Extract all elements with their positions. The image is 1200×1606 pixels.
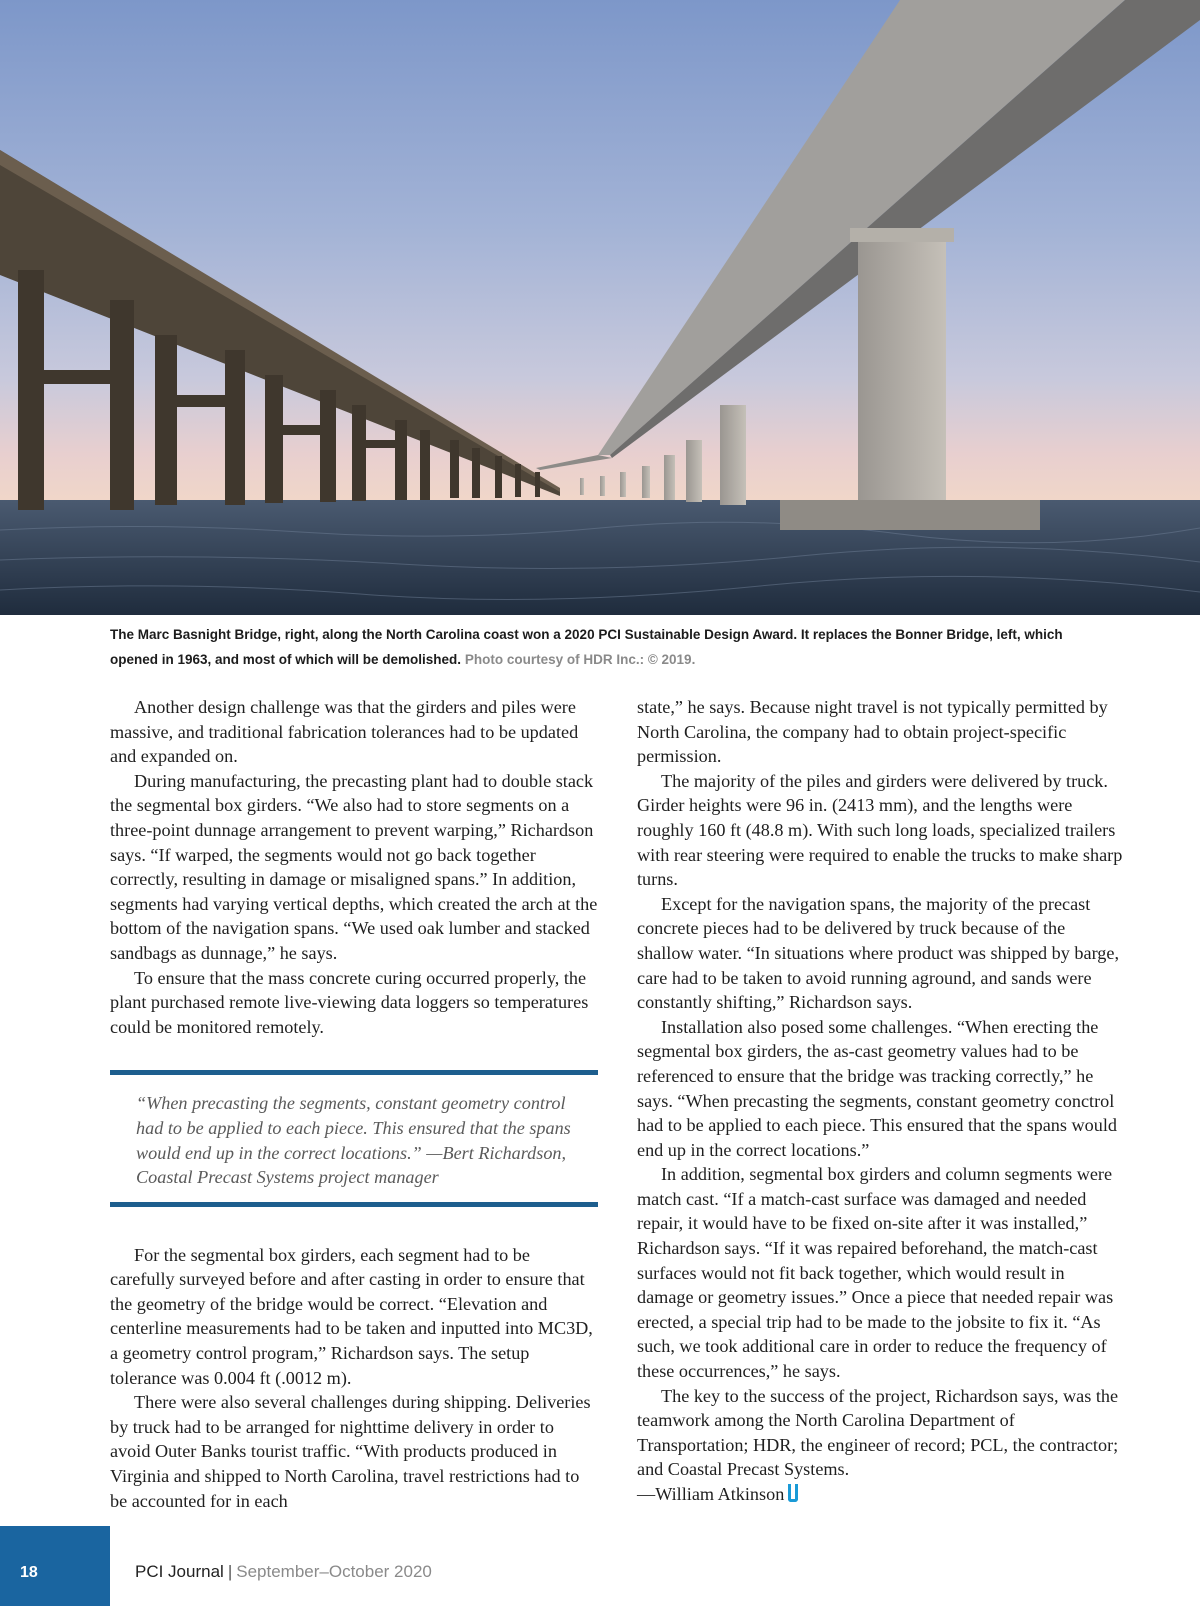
byline-text: —William Atkinson xyxy=(637,1484,785,1504)
running-footer xyxy=(135,1562,432,1582)
photo-caption xyxy=(110,622,1110,672)
pull-quote xyxy=(110,1070,598,1206)
body-paragraph: For the segmental box girders, each segment had to be carefully surveyed before and after casting in order to ensure that the geometry of the bridge would be correct. “Elevation and centerline measurements had to be taken and inputted into MC3D, a geometry control program,” Richardson says. The setup tolerance was 0.004 ft (.0012 m). xyxy=(110,1244,593,1388)
journal-name: PCI Journal xyxy=(135,1562,224,1581)
footer-separator: | xyxy=(227,1562,233,1581)
issue-date: September–October 2020 xyxy=(236,1562,432,1581)
pci-end-mark-icon xyxy=(788,1484,798,1502)
pull-quote-text: “When precasting the segments, constant geometry control had to be applied to each piece. This ensured that the spans would end up in the correct locations.” —Bert Richardson, Coastal Precast Systems project manager xyxy=(136,1093,571,1188)
body-paragraph: In addition, segmental box girders and column segments were match cast. “If a match-cast surface was damaged and needed repair, it would have to be fixed on-site after it was installed,” Richardson says. “If it was repaired beforehand, the match-cast surfaces would not fit back together, which would result in damage or geometry issues.” Once a piece that needed repair was erected, a special trip had to be made to the jobsite to fix it. “As such, we took additional care in order to reduce the frequency of these occurrences,” he says. xyxy=(637,1164,1114,1382)
photo-credit: Photo courtesy of HDR Inc.: © 2019. xyxy=(464,652,696,667)
body-paragraph: Another design challenge was that the girders and piles were massive, and traditional fabrication tolerances had to be updated and expanded on. xyxy=(110,697,579,767)
page-number: 18 xyxy=(20,1564,38,1581)
body-paragraph: Installation also posed some challenges. “When erecting the segmental box girders, the as-cast geometry values had to be referenced to ensure that the bridge was tracking correctly,” he says. “When precasting the segments, constant geometry conctrol had to be applied to each piece. This ensured that the spans would end up in the correct locations.” xyxy=(637,1016,1117,1160)
body-paragraph: The key to the success of the project, Richardson says, was the teamwork among the North Carolina Department of Transportation; HDR, the engineer of record; PCL, the contractor; and Coastal Precast Systems. xyxy=(637,1385,1119,1480)
bridge-photo xyxy=(0,0,1200,615)
body-paragraph: During manufacturing, the precasting plant had to double stack the segmental box girders. “We also had to store segments on a three-point dunnage arrangement to prevent warping,” Richardson says. “If warped, the segments would not go back together correctly, resulting in damage or misaligned spans.” In addition, segments had varying vertical depths, which created the arch at the bottom of the navigation spans. “We used oak lumber and stacked sandbags as dunnage,” he says. xyxy=(110,770,598,963)
body-paragraph: To ensure that the mass concrete curing occurred properly, the plant purchased remote live-viewing data loggers so temperatures could be monitored remotely. xyxy=(110,967,589,1037)
right-column xyxy=(637,695,1125,1507)
byline xyxy=(637,1482,1125,1507)
body-paragraph: Except for the navigation spans, the majority of the precast concrete pieces had to be delivered by truck because of the shallow water. “In situations where product was shipped by barge, care had to be taken to avoid running aground, and sands were constantly shifting,” Richardson says. xyxy=(637,893,1120,1013)
page-footer xyxy=(0,1526,1200,1606)
page-number-box xyxy=(0,1526,110,1606)
body-paragraph-continued: state,” he says. Because night travel is not typically permitted by North Carolina, the company had to obtain project-specific permission. xyxy=(637,697,1108,767)
left-column xyxy=(110,695,598,1513)
caption-text: The Marc Basnight Bridge, right, along the North Carolina coast won a 2020 PCI Sustainable Design Award. It replaces the Bonner Bridge, left, which opened in 1963, and most of which will be demolished. xyxy=(110,627,1063,667)
body-paragraph: The majority of the piles and girders were delivered by truck. Girder heights were 96 in. (2413 mm), and the lengths were roughly 160 ft (48.8 m). With such long loads, specialized trailers with rear steering were required to enable the trucks to make sharp turns. xyxy=(637,770,1123,890)
body-paragraph: There were also several challenges during shipping. Deliveries by truck had to be arranged for nighttime delivery in order to avoid Outer Banks tourist traffic. “With products produced in Virginia and shipped to North Carolina, travel restrictions had to be accounted for in each xyxy=(110,1392,591,1511)
